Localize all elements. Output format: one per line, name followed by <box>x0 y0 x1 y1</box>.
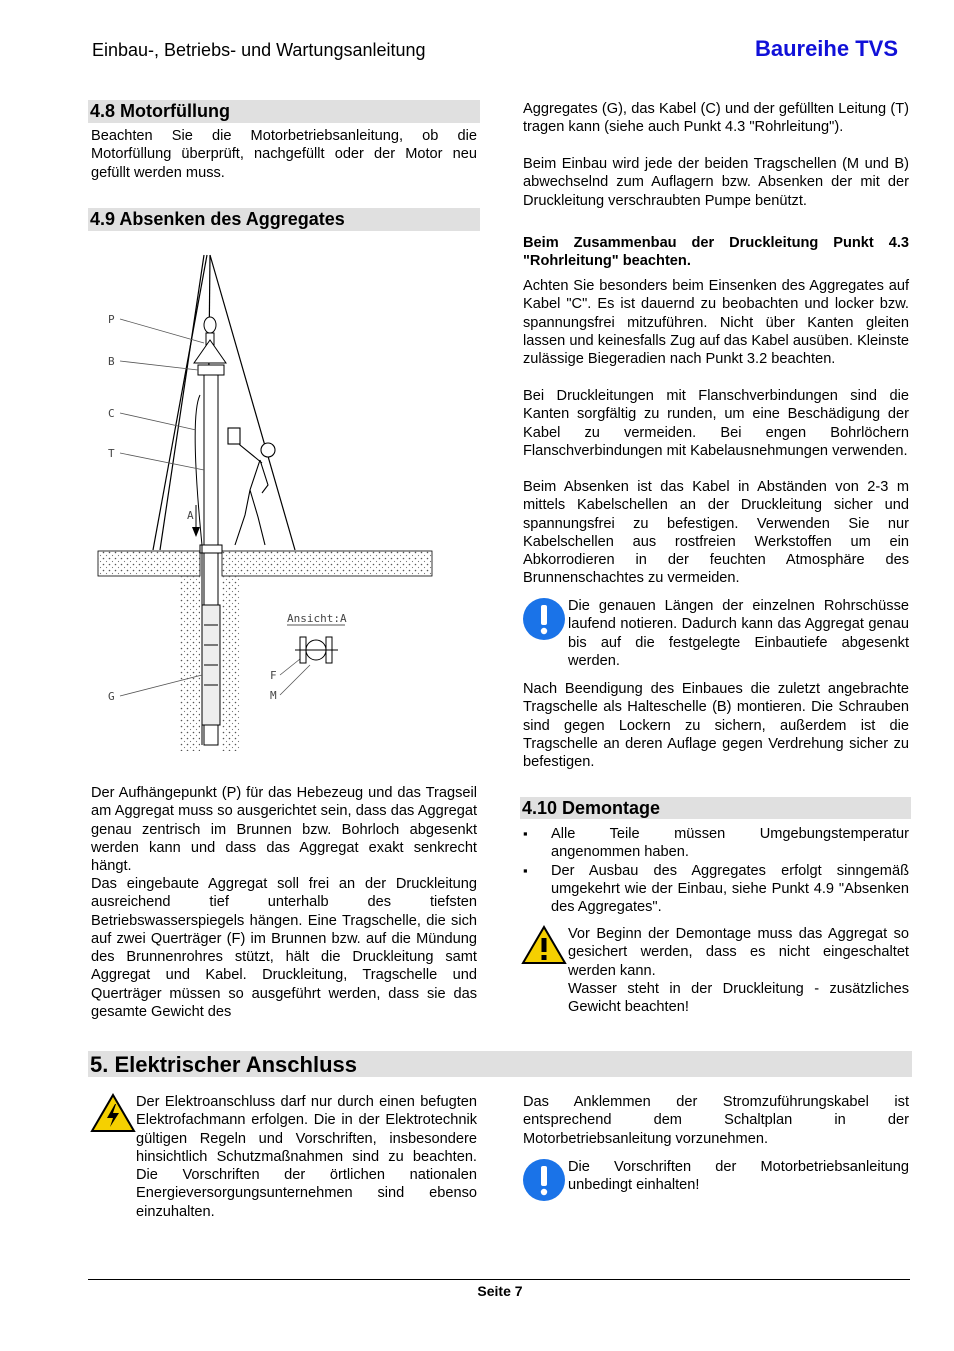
label-g: G <box>108 690 115 703</box>
installation-figure <box>90 245 460 770</box>
lifting-hook <box>194 317 226 363</box>
note-lengths: Die genauen Längen der einzelnen Rohrschüsse laufend notieren. Dadurch kann das Aggregat genau bis auf die festgelegte Einbautiefe abgesenkt werden. <box>568 598 909 669</box>
section-4-9-right-bold: Beim Zusammenbau der Druckleitung Punkt 4.3 "Rohrleitung" beachten. <box>523 235 909 270</box>
borehole-wall-left <box>180 576 200 751</box>
info-icon <box>522 597 566 641</box>
electric-hazard-icon <box>90 1093 136 1133</box>
warning-icon <box>521 925 567 965</box>
section-4-9-right-4: Achten Sie besonders beim Einsenken des Aggregates auf Kabel "C". Es ist dauernd zu beobachten und locker bzw. spannungsfrei mitzuführen. Nicht über Kanten gleiten lassen und keinesfalls Zug auf das Kabel ausüben. Kleinste zulässige Biegeradien nach Punkt 3.2 beachten. <box>523 278 909 368</box>
section-4-9-right-1: Aggregates (G), das Kabel (C) und der gefüllten Leitung (T) tragen kann (siehe auch Punkt 4.3 "Rohrleitung"). <box>523 101 909 136</box>
borehole-wall-right <box>222 576 240 751</box>
ground-left <box>98 551 200 576</box>
warning-water: Wasser steht in der Druckleitung - zusätzliches Gewicht beachten! <box>568 981 909 1016</box>
electrical-warning-text: Der Elektroanschluss darf nur durch einen befugten Elektrofachmann erfolgen. Die in der Elektrotechnik gültigen Regeln und Vorschriften, insbesondere hinsichtlich Schutzmaßnahmen sind zu beachten. Die Vorschriften der örtlichen nationalen Energieversorgungsunternehmen sind ebenso einzuhalten. <box>136 1094 477 1220</box>
tripod <box>153 255 295 550</box>
label-t: T <box>108 447 115 460</box>
ground-right <box>222 551 432 576</box>
label-a: A <box>187 509 194 522</box>
worker <box>228 428 275 545</box>
section-4-9-text-2: Das eingebaute Aggregat soll frei an der Druckleitung ausreichend tief unterhalb des tiefsten Betriebswasserspiegels hängen. Eine Tragschelle, die sich auf zwei Querträger (F) im Brunnen bzw. auf die Mündung des Brunnenrohres stützt, hält die Druckleitung samt Aggregat und Kabel. Druckleitung, Tragschelle und Querträger müssen so ausgeführt werden, dass sie das gesamte Gewicht des <box>91 876 477 1021</box>
note-motor-manual: Die Vorschriften der Motorbetriebsanleitung unbedingt einhalten! <box>568 1159 909 1194</box>
section-heading-4-9: 4.9 Absenken des Aggregates <box>88 208 480 231</box>
section-heading-4-10: 4.10 Demontage <box>520 797 911 819</box>
label-c: C <box>108 407 115 420</box>
section-4-9-right-2: Beim Einbau wird jede der beiden Tragschellen (M und B) abwechselnd zum Auflagern bzw. Absenken der mit der Druckleitung verschraubten Pumpe benützt. <box>523 156 909 209</box>
list-item: ▪ Alle Teile müssen Umgebungstemperatur angenommen haben. <box>523 825 909 862</box>
section-heading-5: 5. Elektrischer Anschluss <box>88 1051 912 1077</box>
dismantling-list <box>523 825 909 916</box>
info-icon <box>522 1158 566 1202</box>
electrical-connection-text: Das Anklemmen der Stromzuführungskabel ist entsprechend dem Schaltplan in der Motorbetriebsanleitung vorzunehmen. <box>523 1094 909 1147</box>
section-4-9-right-7: Nach Beendigung des Einbaues die zuletzt angebrachte Tragschelle als Halteschelle (B) montieren. Die Schrauben sind gegen Lockern zu sichern, außerdem ist die Tragschelle an deren Auflage gegen Verdrehung sicher zu befestigen. <box>523 681 909 771</box>
section-heading-4-8: 4.8 Motorfüllung <box>88 100 480 123</box>
view-a-detail <box>287 625 345 663</box>
list-item: ▪ Der Ausbau des Aggregates erfolgt sinngemäß umgekehrt wie der Einbau, siehe Punkt 4.9 "Absenken des Aggregates". <box>523 862 909 917</box>
section-4-9-text-1: Der Aufhängepunkt (P) für das Hebezeug und das Tragseil am Aggregat muss so ausgerichtet sein, dass das Aggregat genau zentrisch im Brunnen bzw. Bohrloch abgesenkt werden kann und dass das Aggregat exakt senkrecht hängt. <box>91 785 477 875</box>
section-4-9-right-6: Beim Absenken ist das Kabel in Abständen von 2-3 m mittels Kabelschellen an der Druckleitung sicher und spannungsfrei zu befestigen. Verwenden Sie nur Kabelschellen aus rostfreien Werkstoffen um ein Abkorrodieren in der feuchten Atmosphäre des Brunnenschachtes zu vermeiden. <box>523 479 909 587</box>
label-b: B <box>108 355 115 368</box>
page-number: Seite 7 <box>477 1283 523 1299</box>
footer-rule <box>88 1279 910 1280</box>
series-title: Baureihe TVS <box>754 36 898 61</box>
label-f: F <box>270 669 277 682</box>
label-m: M <box>270 689 277 702</box>
section-4-9-right-5: Bei Druckleitungen mit Flanschverbindungen sind die Kanten sorgfältig zu runden, um eine Beschädigung der Kabel zu vermeiden. Bei engen Bohrlöchern Flanschverbindungen mit Kabelausnehmungen verwenden. <box>523 388 909 459</box>
warning-dismantling: Vor Beginn der Demontage muss das Aggregat so gesichert werden, dass es nicht eingeschaltet werden kann. <box>568 926 909 979</box>
document-title: Einbau-, Betriebs- und Wartungsanleitung <box>92 40 426 60</box>
label-view-a: Ansicht:A <box>287 612 347 625</box>
section-4-8-text: Beachten Sie die Motorbetriebsanleitung, ob die Motorfüllung überprüft, nachgefüllt oder der Motor neu gefüllt werden muss. <box>91 128 477 181</box>
label-p: P <box>108 313 115 326</box>
